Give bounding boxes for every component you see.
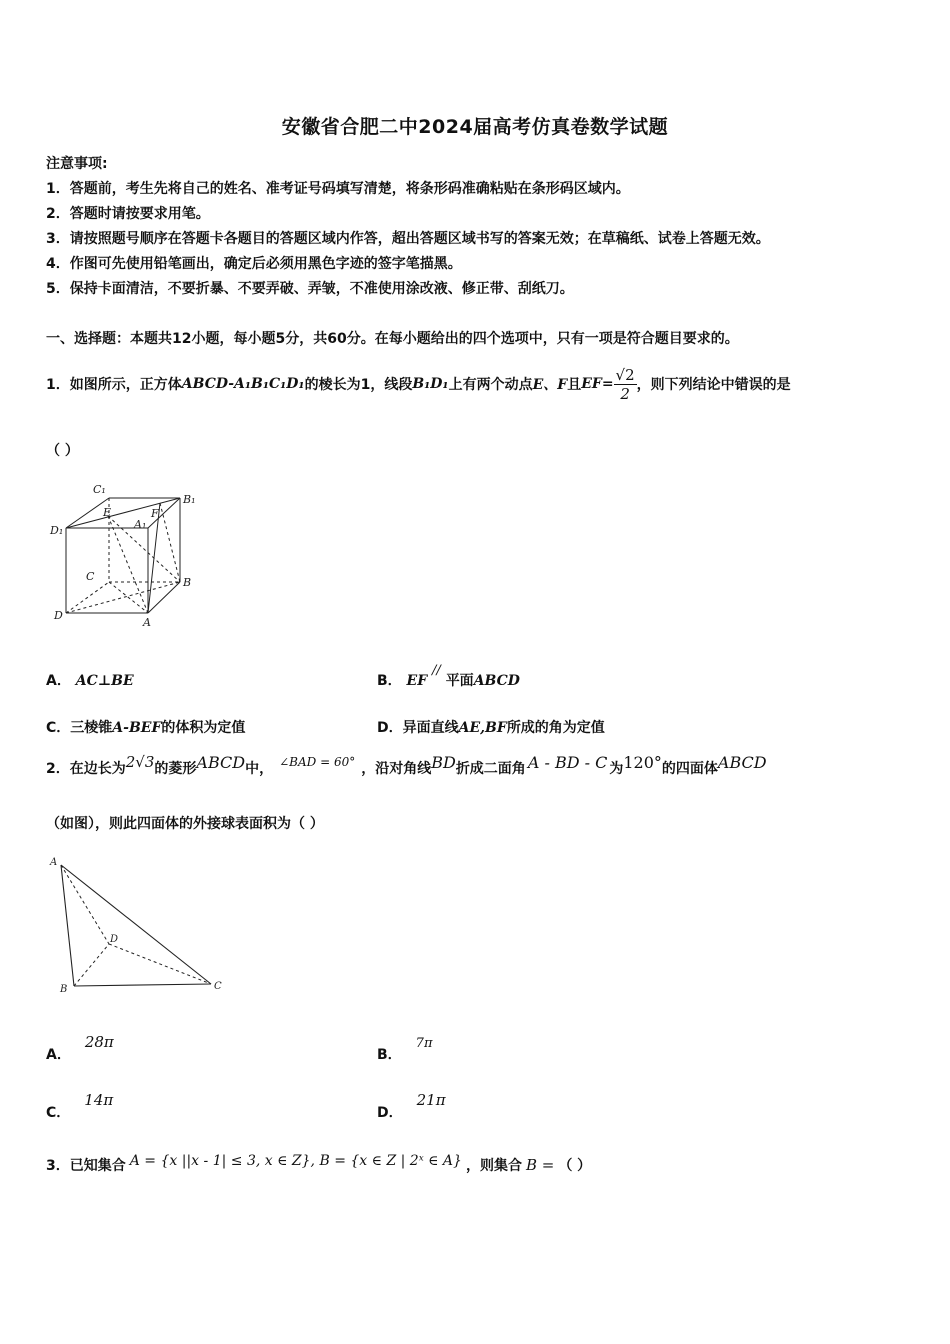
q1-option-b-label: B． [377, 673, 402, 689]
q2-option-a[interactable] [46, 1032, 114, 1062]
q2-option-d[interactable] [377, 1090, 446, 1120]
label-e: E [103, 506, 112, 519]
q1-option-c-label: C． [46, 720, 71, 736]
q1-prefix: 1．如图所示，正方体 [46, 377, 182, 393]
q1-option-a[interactable] [46, 670, 134, 690]
q1-mid3: 且 [567, 377, 582, 393]
label-b1: B₁ [183, 493, 196, 506]
q2-side: 2√3 [125, 753, 155, 771]
q1-option-b-text: 平面 [445, 673, 474, 689]
q2-t4: 折成二面角 [455, 761, 526, 777]
q1-option-b-abcd: ABCD [473, 673, 520, 689]
q2-t1: 的菱形 [154, 761, 197, 777]
q1-option-b-ef: EF [406, 673, 428, 689]
q1-option-b[interactable] [377, 663, 520, 690]
q2-t5: 为 [609, 761, 624, 777]
label-c: C [214, 981, 222, 992]
q2-option-d-value: 21π [416, 1091, 446, 1109]
q2-diagonal: BD [431, 752, 456, 772]
q1-option-d-pre: 异面直线 [402, 720, 459, 736]
q2-option-b[interactable] [377, 1032, 433, 1062]
edge-bd [74, 944, 109, 986]
q2-option-a-label: A． [46, 1047, 71, 1063]
q1-option-c-post: 的体积为定值 [161, 720, 246, 736]
q3-setb: B = [525, 1156, 555, 1174]
q2-option-c-label: C． [46, 1105, 71, 1121]
q2-line2: （如图），则此四面体的外接球表面积为（ ） [46, 816, 324, 832]
q1-mid2: 上有两个动点 [448, 377, 533, 393]
q3-prefix: 3．已知集合 [46, 1158, 126, 1174]
q1-option-a-label: A． [46, 673, 71, 689]
q3-sets: A = {x ||x - 1| ≤ 3, x ∈ Z}, B = {x ∈ Z | 2ˣ ∈ A} [129, 1153, 462, 1169]
q2-angle: ∠BAD = 60° [279, 755, 356, 769]
q2-rhombus: ABCD [196, 752, 246, 772]
q1-points: E、F [532, 377, 568, 393]
q1-fraction-denominator: 2 [614, 384, 637, 403]
q2-dihedral: A - BD - C [527, 752, 608, 772]
edge-dc [109, 944, 211, 984]
q1-suffix: ，则下列结论中错误的是 [636, 377, 791, 393]
q1-option-b-parallel: // [432, 663, 441, 678]
page-title: 安徽省合肥二中2024届高考仿真卷数学试题 [281, 116, 669, 138]
notice-heading: 注意事项: [46, 156, 108, 172]
q2-t6: 的四面体 [661, 761, 718, 777]
section-heading: 一、选择题：本题共12小题，每小题5分，共60分。在每小题给出的四个选项中，只有一项是符合题目要求的。 [46, 331, 739, 347]
label-d1: D₁ [50, 524, 64, 537]
notice-item-1: 1．答题前，考生先将自己的姓名、准考证号码填写清楚，将条形码准确粘贴在条形码区域内。 [46, 181, 630, 197]
q2-option-d-label: D． [377, 1105, 403, 1121]
q2-option-c-value: 14π [84, 1091, 114, 1109]
q1-option-c-mid: A-BEF [112, 720, 162, 736]
notice-item-3: 3．请按照题号顺序在答题卡各题目的答题区域内作答，超出答题区域书写的答案无效；在草稿纸、试卷上答题无效。 [46, 231, 770, 247]
q2-option-a-value: 28π [84, 1033, 114, 1051]
notice-item-4: 4．作图可先使用铅笔画出，确定后必须用黑色字迹的签字笔描黑。 [46, 256, 462, 272]
seg-bf [160, 503, 180, 582]
q3-paren: （ ） [558, 1158, 592, 1174]
label-b: B [183, 576, 192, 589]
edge-ac [61, 865, 211, 984]
q2-tetrahedron: ABCD [717, 752, 767, 772]
question-1-stem [46, 362, 791, 406]
edge-ab [61, 865, 74, 986]
label-d: D [54, 609, 63, 622]
q1-option-a-text: AC⊥BE [75, 673, 134, 689]
q1-option-d[interactable] [377, 717, 605, 737]
q1-answer-paren: （ ） [46, 443, 79, 459]
q2-t3: ，沿对角线 [361, 761, 432, 777]
q2-degree: 120° [623, 752, 662, 772]
cube-figure [46, 478, 206, 630]
q1-fraction [614, 366, 637, 403]
q1-option-d-label: D． [377, 720, 403, 736]
q2-prefix: 2．在边长为 [46, 761, 126, 777]
label-c: C [86, 570, 95, 583]
q1-option-c[interactable] [46, 717, 245, 737]
label-a: A [143, 616, 151, 629]
question-3-stem [46, 1150, 591, 1180]
q2-option-c[interactable] [46, 1090, 113, 1120]
tetrahedron-figure [46, 852, 231, 1000]
q3-mid: ，则集合 [465, 1158, 522, 1174]
label-a: A [50, 857, 58, 868]
q1-mid1: 的棱长为1，线段 [304, 377, 413, 393]
q1-cube: ABCD-A₁B₁C₁D₁ [181, 376, 305, 392]
q1-option-d-mid: AE,BF [458, 720, 507, 736]
edge-bc [74, 984, 211, 986]
edge-ab [148, 582, 180, 613]
q2-t2: 中， [245, 761, 274, 777]
label-d: D [110, 934, 119, 945]
notice-item-2: 2．答题时请按要求用笔。 [46, 206, 210, 222]
edge-dc [66, 582, 109, 613]
label-b: B [60, 984, 68, 995]
question-2-stem [46, 753, 767, 783]
q2-option-b-label: B． [377, 1047, 402, 1063]
q1-ef: EF= [581, 376, 614, 392]
q1-fraction-numerator: √2 [615, 365, 635, 384]
q1-option-d-post: 所成的角为定值 [506, 720, 605, 736]
diag-d1b1 [66, 498, 180, 528]
label-f: F [151, 507, 159, 520]
q2-option-b-value: 7π [415, 1036, 433, 1051]
label-a1: A₁ [134, 518, 147, 531]
q1-option-c-pre: 三棱锥 [70, 720, 113, 736]
diag-db [66, 582, 180, 613]
label-c1: C₁ [93, 483, 106, 496]
diag-ca [109, 582, 148, 613]
notice-item-5: 5．保持卡面清洁，不要折暴、不要弄破、弄皱，不准使用涂改液、修正带、刮纸刀。 [46, 281, 574, 297]
q1-segment: B₁D₁ [412, 376, 449, 392]
